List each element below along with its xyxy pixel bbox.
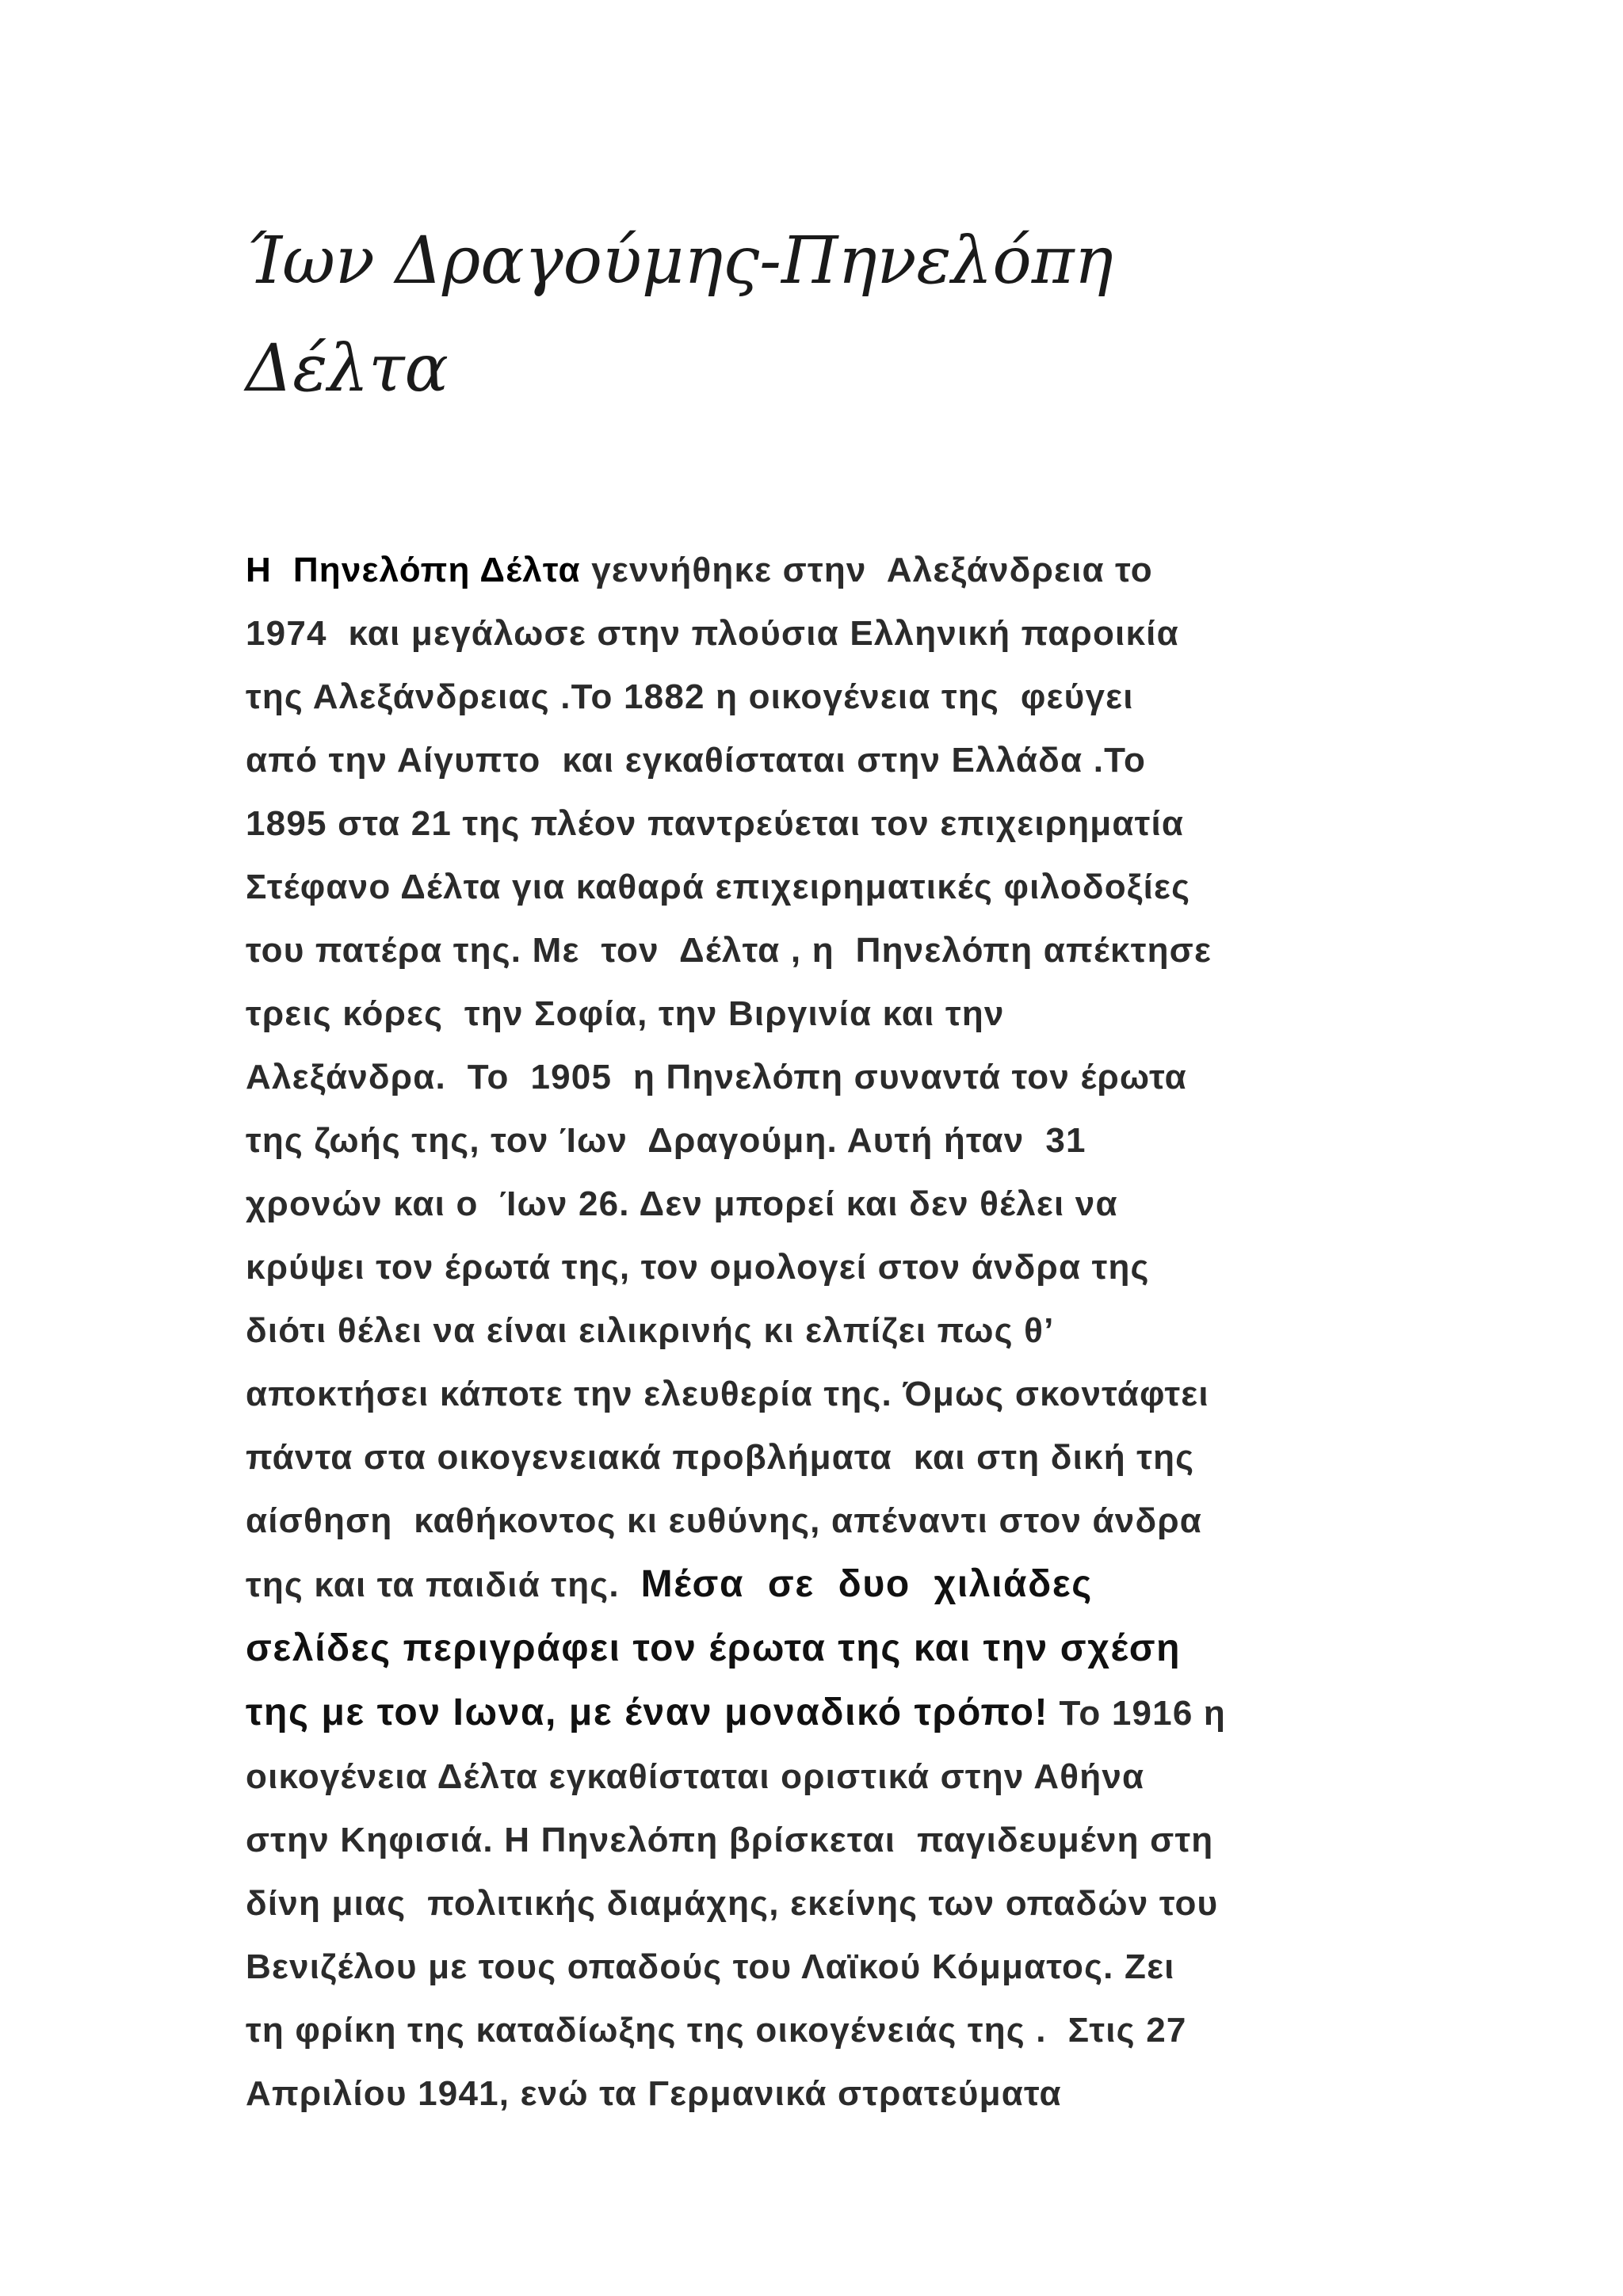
- body-line: [246, 919, 1387, 982]
- body-text-run: τη φρίκη της καταδίωξης της οικογένειάς της . Στις 27: [246, 2011, 1187, 2050]
- body-text-run: στην Κηφισιά. Η Πηνελόπη βρίσκεται παγιδευμένη στη: [246, 1821, 1214, 1859]
- body-line: [246, 1299, 1387, 1363]
- body-text-run: δίνη μιας πολιτικής διαμάχης, εκείνης των οπαδών του: [246, 1884, 1219, 1923]
- body-line: [246, 1363, 1387, 1426]
- body-line: [246, 602, 1387, 666]
- body-line: [246, 1936, 1387, 1999]
- body-line: [246, 2062, 1387, 2126]
- body-text-run: Βενιζέλου με τους οπαδούς του Λαϊκού Κόμματος. Ζει: [246, 1947, 1175, 1986]
- document-body: [246, 539, 1387, 2126]
- body-text-run: κρύψει τον έρωτά της, τον ομολογεί στον άνδρα της: [246, 1248, 1150, 1287]
- body-line: [246, 1809, 1387, 1872]
- body-text-run: αποκτήσει κάποτε την ελευθερία της. Όμως σκοντάφτει: [246, 1375, 1209, 1413]
- body-line: [246, 1745, 1387, 1809]
- body-text-run: Το 1916 η: [1048, 1694, 1226, 1733]
- body-text-run: οικογένεια Δέλτα εγκαθίσταται οριστικά στην Αθήνα: [246, 1757, 1145, 1796]
- body-line: [246, 1489, 1387, 1553]
- body-line: [246, 1872, 1387, 1936]
- body-text-run: της Αλεξάνδρειας .Το 1882 η οικογένεια της φεύγει: [246, 677, 1134, 716]
- body-line: [246, 729, 1387, 792]
- body-name-highlight: Η Πηνελόπη Δέλτα: [246, 551, 581, 589]
- body-line: [246, 666, 1387, 729]
- body-text-run: Αλεξάνδρα. Το 1905 η Πηνελόπη συναντά τον έρωτα: [246, 1058, 1187, 1097]
- body-line: [246, 856, 1387, 919]
- body-text-run: γεννήθηκε στην Αλεξάνδρεια το: [580, 551, 1153, 589]
- body-line: [246, 539, 1387, 602]
- body-emphasis-text: σελίδες περιγράφει τον έρωτα της και την σχέση: [246, 1627, 1182, 1669]
- body-text-run: αίσθηση καθήκοντος κι ευθύνης, απέναντι στον άνδρα: [246, 1501, 1203, 1540]
- body-text-run: διότι θέλει να είναι ειλικρινής κι ελπίζει πως θ’: [246, 1311, 1055, 1350]
- body-line: [246, 982, 1387, 1046]
- body-emphasis-text: Μέσα σε δυο χιλιάδες: [640, 1563, 1093, 1605]
- body-line: [246, 1617, 1387, 1681]
- body-text-run: πάντα στα οικογενειακά προβλήματα και στη δική της: [246, 1438, 1195, 1477]
- body-line: [246, 1999, 1387, 2062]
- body-text-run: Στέφανο Δέλτα για καθαρά επιχειρηματικές φιλοδοξίες: [246, 868, 1191, 906]
- body-text-run: της ζωής της, τον Ίων Δραγούμη. Αυτή ήταν 31: [246, 1121, 1086, 1160]
- body-line: [246, 1173, 1387, 1236]
- body-line: [246, 1236, 1387, 1299]
- body-line: [246, 1681, 1387, 1745]
- body-text-run: 1895 στα 21 της πλέον παντρεύεται τον επιχειρηματία: [246, 804, 1185, 843]
- body-text-run: Απριλίου 1941, ενώ τα Γερμανικά στρατεύματα: [246, 2074, 1062, 2113]
- body-emphasis-text: της με τον Ιωνα, με έναν μοναδικό τρόπο!: [246, 1691, 1049, 1733]
- body-line: [246, 1426, 1387, 1489]
- body-text-run: τρεις κόρες την Σοφία, την Βιργινία και την: [246, 994, 1005, 1033]
- document-title: [246, 208, 1434, 423]
- title-line: Ίων Δραγούμης-Πηνελόπη: [246, 223, 1113, 299]
- body-text-run: 1974 και μεγάλωσε στην πλούσια Ελληνική παροικία: [246, 614, 1179, 653]
- body-text-run: του πατέρα της. Με τον Δέλτα , η Πηνελόπη απέκτησε: [246, 931, 1212, 970]
- body-line: [246, 1553, 1387, 1617]
- title-line: Δέλτα: [246, 331, 449, 406]
- body-text-run: από την Αίγυπτο και εγκαθίσταται στην Ελλάδα .Το: [246, 741, 1147, 780]
- body-line: [246, 1046, 1387, 1109]
- body-text-run: χρονών και ο Ίων 26. Δεν μπορεί και δεν θέλει να: [246, 1184, 1118, 1223]
- body-line: [246, 792, 1387, 856]
- body-text-run: της και τα παιδιά της.: [246, 1566, 641, 1604]
- body-line: [246, 1109, 1387, 1173]
